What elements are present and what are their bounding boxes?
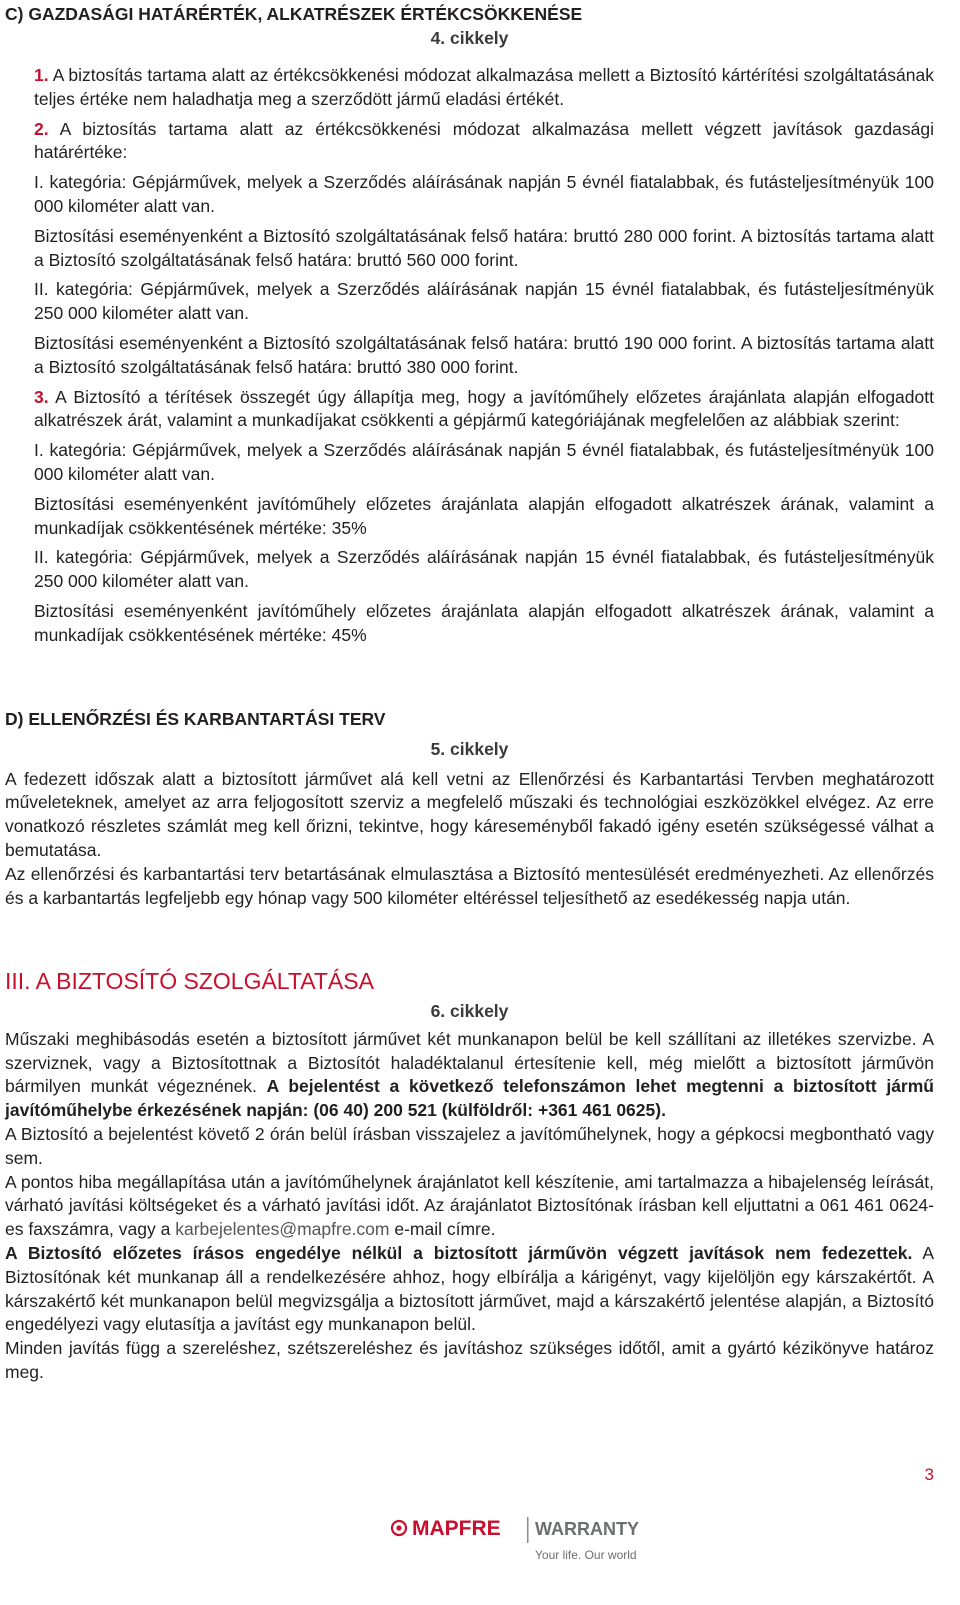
paragraph-iii4 — [5, 1242, 934, 1337]
paragraph-c3 — [0, 386, 960, 434]
brand-tagline: Your life. Our world — [535, 1548, 637, 1562]
sub-brand-name: WARRANTY — [535, 1519, 639, 1539]
section-c-title: C) GAZDASÁGI HATÁRÉRTÉK, ALKATRÉSZEK ÉRTÉKCSÖKKENÉSE — [5, 4, 583, 24]
category-2-rate: Biztosítási eseményenként javítóműhely előzetes árajánlata alapján elfogadott alkatrészek árának, valamint a munkadíjak csökkentésének mértéke: 45% — [34, 600, 934, 645]
category-1-limit: Biztosítási eseményenként a Biztosító szolgáltatásának felső határa: bruttó 280 000 forint. A biztosítás tartama alatt a Biztosító szolgáltatásának felső határa: bruttó 560 000 forint. — [34, 225, 934, 270]
section-d — [5, 708, 934, 910]
paragraph-d2: Az ellenőrzési és karbantartási terv betartásának elmulasztása a Biztosító mentesülését eredményezheti. Az ellenőrzés és a karbantartás legfeljebb egy hónap vagy 500 kilométer eltéréssel teljesíthető az esedékesség napja után. — [5, 863, 934, 908]
paragraph-c2 — [0, 118, 960, 166]
article-4-title: 4. cikkely — [430, 27, 509, 48]
paragraph-number: 1. — [34, 65, 49, 85]
paragraph-iii1 — [5, 1028, 934, 1123]
phone-notice: A bejelentést a következő telefonszámon lehet megtenni a biztosított jármű javítóműhelybe érkezésének napján: (06 40) 200 521 (külföldről: +361 461 0625). — [5, 1076, 934, 1121]
section-d-title: D) ELLENŐRZÉSI ÉS KARBANTARTÁSI TERV — [5, 709, 386, 729]
category-2: II. kategória: Gépjárművek, melyek a Szerződés aláírásának napján 15 évnél fiatalabbak, és futásteljesítményük 250 000 kilométer alatt van. — [34, 279, 934, 324]
category-1-rate-title: I. kategória: Gépjárművek, melyek a Szerződés aláírásának napján 5 évnél fiatalabbak, és futásteljesítményük 100 000 kilométer alatt van. — [34, 440, 934, 484]
category-1-rate: Biztosítási eseményenként javítóműhely előzetes árajánlata alapján elfogadott alkatrészek árának, valamint a munkadíjak csökkentésének mértéke: 35% — [34, 493, 934, 538]
category-2-rate-title: II. kategória: Gépjárművek, melyek a Szerződés aláírásának napján 15 évnél fiatalabbak, és futásteljesítményük 250 000 kilométer alatt van. — [34, 547, 934, 592]
paragraph-text: A biztosítás tartama alatt az értékcsökkenési módozat alkalmazása mellett végzett javítások gazdasági határértéke: — [34, 118, 935, 163]
section-iii — [5, 966, 934, 1385]
paragraph-iii3 — [5, 1171, 934, 1242]
category-1: I. kategória: Gépjárművek, melyek a Szerződés aláírásának napján 5 évnél fiatalabbak, és futásteljesítményük 100 000 kilométer alatt van. — [34, 172, 934, 216]
paragraph-iii2: A Biztosító a bejelentést követő 2 órán belül írásban visszajelez a javítóműhelynek, hogy a gépkocsi megbontható vagy sem. — [5, 1123, 934, 1168]
category-2-limit: Biztosítási eseményenként a Biztosító szolgáltatásának felső határa: bruttó 190 000 forint. A biztosítás tartama alatt a Biztosító szolgáltatásának felső határa: bruttó 380 000 forint. — [34, 332, 934, 377]
paragraph-text: A Biztosító a térítések összegét úgy állapítja meg, hogy a javítóműhely előzetes árajánlata alapján elfogadott alkatrészek árát, valamint a munkadíjakat csökkenti a gépjármű kategóriájának megfelelően az alábbiak szerint: — [34, 386, 934, 431]
section-iii-title: III. A BIZTOSÍTÓ SZOLGÁLTATÁSA — [5, 968, 374, 994]
logo-graphic — [390, 1514, 660, 1574]
paragraph-iii5: Minden javítás függ a szereléshez, szétszereléshez és javításhoz szükséges időtől, amit a gyártó kézikönyve határoz meg. — [5, 1338, 934, 1382]
email-link[interactable]: karbejelentes@mapfre.com — [175, 1219, 390, 1240]
article-5-title: 5. cikkely — [430, 738, 509, 759]
paragraph-number: 2. — [34, 118, 49, 139]
logo-divider — [527, 1517, 529, 1543]
section-c — [5, 3, 934, 51]
mapfre-emblem-icon — [392, 1521, 406, 1535]
paragraph-d1: A fedezett időszak alatt a biztosított járművet alá kell vetni az Ellenőrzési és Karbantartási Tervben meghatározott műveleteknek, amelyet az arra feljogosított szerviz a megfelelő műszaki és technológiai eszközökkel elvégez. Az erre vonatkozó részletes számlát meg kell őrizni, tekintve, hogy káreseményből fakadó igény esetén szükségessé válhat a bemutatása. — [5, 768, 934, 860]
paragraph-text: A pontos hiba megállapítása után a javítóműhelynek árajánlatot kell készítenie, ami tartalmazza a hibajelenség leírását, várható javítási költségeket és a várható javítási időt. Az árajánlatot Biztosítónak írásban kell eljuttatni a 061 461 0624-es faxszámra, vagy a — [5, 1171, 934, 1240]
paragraph-text: Műszaki meghibásodás esetén a biztosított járművet két munkanapon belül be kell szállítani az illetékes szervizbe. A szerviznek, vagy a Biztosítottnak a Biztosítót haladéktalanul értesítenie kell, még mielőtt a biztosított járművön bármilyen munkát végeznének. — [5, 1028, 934, 1097]
paragraph-number: 3. — [34, 386, 49, 407]
paragraph-c1 — [0, 64, 960, 112]
approval-notice: A Biztosító előzetes írásos engedélye nélkül a biztosított járművön végzett javítások nem fedezettek. — [5, 1242, 913, 1263]
page-number: 3 — [924, 1465, 934, 1484]
mapfre-warranty-logo — [390, 1514, 660, 1574]
paragraph-text: A biztosítás tartama alatt az értékcsökkenési módozat alkalmazása mellett a Biztosító kártérítési szolgáltatásának teljes értéke nem haladhatja meg a szerződött jármű eladási értékét. — [34, 65, 934, 109]
paragraph-text: A Biztosítónak két munkanap áll a rendelkezésére ahhoz, hogy elbírálja a kárigényt, vagy kijelöljön egy kárszakértőt. A kárszakértő két munkanapon belül megvizsgálja a biztosított járművet, majd a kárszakértő jelentése alapján, a Biztosító engedélyezi vagy elutasítja a javítást egy munkanapon belül. — [5, 1242, 934, 1335]
brand-name: MAPFRE — [412, 1517, 501, 1540]
article-6-title: 6. cikkely — [430, 1001, 509, 1021]
paragraph-text: e-mail címre. — [394, 1219, 496, 1240]
section-c-body — [0, 64, 960, 648]
